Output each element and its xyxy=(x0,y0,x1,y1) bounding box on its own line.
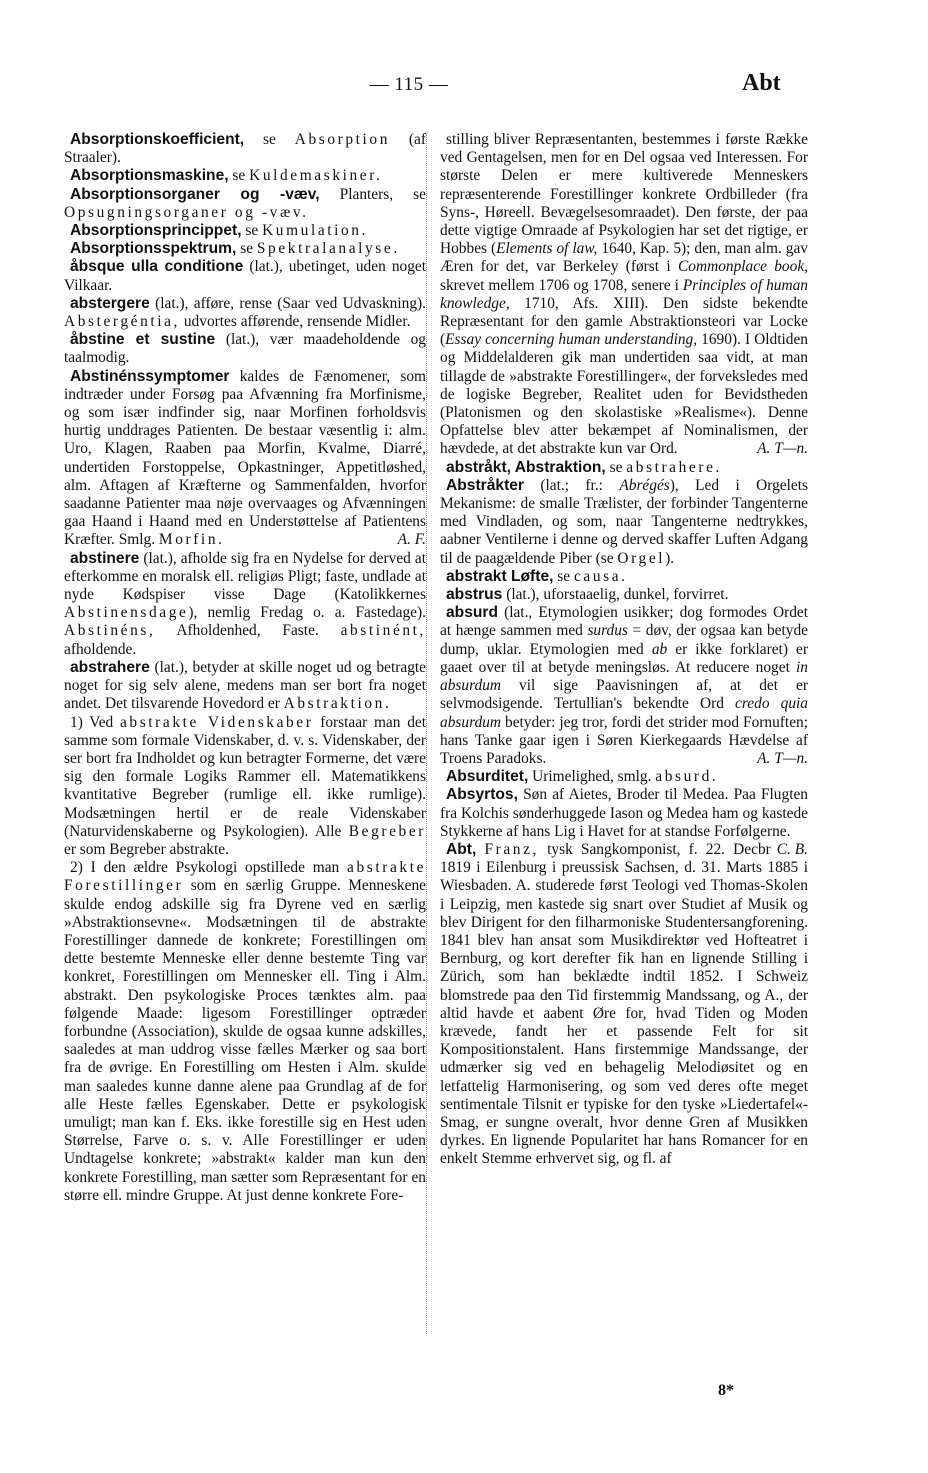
body-text: se xyxy=(605,458,627,476)
italic-term: Essay concerning human understanding, xyxy=(445,331,698,349)
body-text: (lat.), ubetinget, uden noget Vilkaar. xyxy=(64,258,427,294)
author-signature: A. T—n. xyxy=(757,749,808,767)
headword: Abstråkter xyxy=(446,476,524,494)
body-text: 1710, Afs. XIII). Den sidste bekendte Repræsentant for den gamle Abstraktionsteori var Locke ( xyxy=(440,294,808,349)
dictionary-entry xyxy=(64,222,426,240)
page-number: — 115 — xyxy=(369,74,449,95)
body-text: ), Led i Orgelets Mekanisme: de smalle Trælister, der forbinder Tangenterne med Vindladen, og som, naar Tangenterne nedtrykkes, aabner Ventilerne i denne og derved skaffer Luften Adgang til de paagældende Piber (se xyxy=(440,476,808,567)
headword: Absyrtos, xyxy=(446,786,518,804)
body-text: Urimelighed, smlg. xyxy=(528,768,656,786)
spaced-term: Absorption xyxy=(294,131,391,148)
italic-term: ab xyxy=(651,640,668,658)
body-text: 1690). I Oldtiden og Middelalderen gik man undertiden saa vidt, at man tillagde de »abstrakte Forestillinger«, der forveksledes med de logiske Begreber, Realitet uden for Bevidstheden (Platonismen og den skolastiske »Realisme«). Denne Opfattelse blev atter bekæmpet af Nominalismen, der hævdede, at det abstrakte kun var Ord. xyxy=(440,331,808,458)
body-text: (lat.), uforstaaelig, dunkel, forvirret. xyxy=(502,586,729,604)
headword: absurd xyxy=(446,604,498,622)
body-text: se xyxy=(241,222,263,240)
body-text: se xyxy=(228,167,250,185)
spaced-term: Morfin. xyxy=(158,531,225,549)
body-text: se xyxy=(244,131,295,148)
spaced-term: Franz, xyxy=(484,840,539,858)
spaced-term: Abstinensdage xyxy=(64,604,189,622)
spaced-term: causa. xyxy=(573,567,628,585)
italic-term: credo quia absurdum xyxy=(440,695,808,731)
headword: abstrahere xyxy=(70,658,150,676)
body-text: 2) I den ældre Psykologi opstillede man xyxy=(70,859,348,877)
body-text: (lat.), betyder at skille noget ud og betragte noget for sig selv alene, medens man ser bort fra noget andet. Det tilsvarende Hovedord er xyxy=(64,658,426,713)
spaced-term: abstrahere. xyxy=(626,458,722,476)
spaced-term: Abstinéns, xyxy=(64,622,156,640)
body-text: er som Begreber abstrakte. xyxy=(64,840,229,858)
italic-term: Elements of law, xyxy=(496,240,598,258)
headword: Abstinénssymptomer xyxy=(70,367,230,385)
column-divider xyxy=(426,134,427,1334)
spaced-term: abstrakte Videnskaber xyxy=(119,713,314,731)
body-text: (lat., Etymologien usikker; dog formodes Ordet at hænge sammen med xyxy=(440,604,808,640)
paragraph xyxy=(440,131,808,459)
italic-term: in absurdum xyxy=(440,658,808,695)
headword: Abt, xyxy=(446,840,477,858)
author-signature: C. B. xyxy=(776,840,808,858)
dictionary-entry xyxy=(440,841,808,1169)
body-text: (lat.), afholde sig fra en Nydelse for derved at efterkomme en moralsk ell. religiøs Pligt; faste, undlade at nyde Kødspiser visse Dage (Katolikkernes xyxy=(64,549,426,604)
dictionary-entry xyxy=(64,258,426,294)
italic-term: Abrégés xyxy=(619,476,670,494)
headword: abstråkt, Abstraktion, xyxy=(446,458,606,476)
italic-term: surdus xyxy=(587,622,628,640)
body-text: afholdende. xyxy=(64,640,137,658)
body-text: vil sige Paavisningen af, at det er selvmodsigende. Tertullian's bekendte Ord xyxy=(440,677,808,713)
headword: åbsque ulla conditione xyxy=(70,258,244,276)
body-text: stilling bliver Repræsentanten, bestemmes i første Række ved Gentagelsen, men for en Del ogsaa ved Interessen. For største Delen er mere kultiverede Menneskers repræsenterende Forestillinger konkrete Ordbilleder (fra Syns-, Høreell. Bevægelsesomraadet). Den første, der paa dette vigtige Omraade af Psykologien har set det rigtige, er Hobbes ( xyxy=(440,131,808,258)
dictionary-entry xyxy=(64,131,426,167)
spaced-term: Opsugningsorganer og -væv. xyxy=(64,203,309,221)
body-text: Planters, se xyxy=(319,185,426,203)
body-text: se xyxy=(236,240,257,258)
dictionary-entry xyxy=(64,331,426,367)
headword: abstinere xyxy=(70,549,140,567)
body-text: som en særlig Gruppe. Menneskene skulde endog adskille sig fra Dyrene ved en særlig »Abstraktionsevne«. Modsætningen til de abstrakte Forestillinger dannede de konkrete; Forestillingen om dette bestemte Menneske eller denne bestemte Ting var konkret, Forestillingen om Mennesker ell. Ting i Alm. abstrakt. Den psykologiske Proces tænktes alm. paa følgende Maade: ligesom Forestillinger optræder forbundne (Association), skulde de ogsaa kunne adskilles, saaledes at man uddrog visse fælles Mærker og saa bort fra de øvrige. En Forestilling om Hesten i Alm. skulde man saaledes kunne danne alene paa Grundlag af de for alle Heste fælles Egenskaber. Dette er psykologisk umuligt; man kan f. Eks. ikke forestille sig en Hest uden Størrelse, Farve o. s. v. Alle Forestillinger er uden Undtagelse konkrete; »abstrakt« kalder man kun den konkrete Forestilling, man sætter som Repræsentant for en større ell. mindre Gruppe. At just denne konkrete Fore- xyxy=(64,877,426,1204)
dictionary-entry xyxy=(440,586,808,604)
dictionary-entry xyxy=(64,186,426,222)
dictionary-entry xyxy=(64,167,426,185)
headword: Absurditet, xyxy=(446,768,529,786)
body-text: skrevet mellem 1706 og 1708, senere i xyxy=(440,276,683,294)
dictionary-entry xyxy=(64,368,426,550)
spaced-term: Abstraktion. xyxy=(283,695,392,713)
dictionary-entry xyxy=(64,550,426,659)
body-text: Afholdenhed, Faste. xyxy=(155,622,341,640)
signature-mark: 8* xyxy=(718,1382,734,1399)
spaced-term: Kuldemaskiner. xyxy=(249,167,383,185)
italic-term: Principles of human knowledge, xyxy=(440,276,808,312)
running-head: Abt xyxy=(742,70,781,96)
headword: abstrus xyxy=(446,586,503,604)
body-text: 1) Ved xyxy=(70,713,120,731)
dictionary-entry xyxy=(440,568,808,586)
dictionary-entry xyxy=(440,768,808,786)
body-text: = døv, der ogsaa kan betyde dump, uklar. Etymologien med xyxy=(440,622,809,658)
italic-term: Commonplace book, xyxy=(678,258,808,276)
dictionary-entry xyxy=(440,604,808,768)
body-text: forstaar man det samme som formale Videnskaber, d. v. s. Videnskaber, der ser bort fra Indholdet og kun betragter Formerne, det være sig den formale Logiks Rammer ell. Matematikkens kvantitative Begreber (rumlige ell. ikke rumlige). Modsætningen hertil er de reale Videnskaber (Naturvidenskaberne og Psykologien). Alle xyxy=(64,713,427,840)
paragraph xyxy=(64,714,426,860)
spaced-term: Kumulation. xyxy=(262,222,369,240)
right-column xyxy=(440,131,808,1169)
body-text: udvortes afførende, rensende Midler. xyxy=(180,313,411,331)
spaced-term: abstinént, xyxy=(340,622,426,640)
body-text: 1640, Kap. 5); den, man alm. gav Æren for det, var Berkeley (først i xyxy=(440,240,808,276)
dictionary-entry xyxy=(64,295,426,331)
dictionary-entry xyxy=(440,459,808,477)
body-text: kaldes de Fænomener, som indtræder under Forsøg paa Afvænning fra Morfinisme, og som især indfinder sig, naar Morfinen forholdsvis hurtig unddrages Patienten. De bestaar væsentlig i: alm. Uro, Klagen, Raaben paa Morfin, Kvalme, Diarré, undertiden Forstoppelse, Opkastninger, Appetitløshed, alm. Aftagen af Kræfterne og Sammenfalden, hvorfor saadanne Patienter maa nøje overvaages og Afvænningen gaa Haand i Haand med en Understøttelse af Patientens Kræfter. Smlg. xyxy=(64,367,426,549)
headword: Absorptionsspektrum, xyxy=(70,240,237,258)
spaced-term: Abstergéntia, xyxy=(64,313,181,331)
dictionary-entry xyxy=(64,659,426,714)
spaced-term: Orgel xyxy=(617,549,666,567)
author-signature: A. T—n. xyxy=(757,440,808,458)
body-text: se xyxy=(553,567,574,585)
headword: abstergere xyxy=(70,294,150,312)
body-text: (af Straaler). xyxy=(64,131,426,167)
body-text: ), nemlig Fredag o. a. Fastedage). xyxy=(188,604,426,622)
body-text: (lat.; fr.: xyxy=(524,476,620,494)
body-text: (lat.), afføre, rense (Saar ved Udvaskning). xyxy=(149,294,426,312)
spaced-term: abstrakte Forestillinger xyxy=(64,859,426,895)
spaced-term: Spektralanalyse. xyxy=(256,240,400,258)
headword: Absorptionsmaskine, xyxy=(70,167,229,185)
spaced-term: Begreber xyxy=(348,822,426,840)
headword: åbstine et sustine xyxy=(70,331,216,349)
headword: Absorptionsprincippet, xyxy=(70,222,242,240)
body-text: ). xyxy=(665,549,675,567)
headword: abstrakt Løfte, xyxy=(446,567,554,585)
paragraph xyxy=(64,859,426,1205)
left-column xyxy=(64,131,426,1205)
dictionary-entry xyxy=(64,240,426,258)
body-text: er ikke forklaret) er gaaet over til at betyde meningsløs. At reducere noget xyxy=(440,640,808,676)
body-text: tysk Sangkomponist, f. 22. Decbr 1819 i Eilenburg i preussisk Sachsen, d. 31. Marts 1885 i Wiesbaden. A. studerede først Teologi ved Thomas-Skolen i Leipzig, men kastede sig snart over Studiet af Musik og blev Dirigent for den filharmoniske Studentersangforening. 1841 blev han ansat som Musikdirektør ved Hofteatret i Bernburg, og kort derefter fik han en lignende Stilling i Zürich, som han beklædte indtil 1852. I Schweiz blomstrede paa den Tid firstemmig Mandssang, og A., der altid havde et aabent Øre for, hvad Tiden og Moden krævede, fandt her et passende Felt for sit Kompositionstalent. Hans firstemmige Mandssange, der udmærker sig ved en behagelig Melodiøsitet og en letfattelig Harmonisering, og som ved deres ofte meget sentimentale Tilsnit er typiske for den tyske »Liedertafel«-Smag, er sungne overalt, hvor denne Gren af Musikken dyrkes. En lignende Popularitet har hans Romancer for en enkelt Stemme erhvervet sig, og fl. af xyxy=(440,840,808,1168)
dictionary-entry xyxy=(440,477,808,568)
body-text: (lat.), vær maadeholdende og taalmodig. xyxy=(64,331,426,367)
headword: Absorptionsorganer og -væv, xyxy=(70,185,320,203)
author-signature: A. F. xyxy=(397,531,426,549)
spaced-term: absurd. xyxy=(655,768,719,786)
body-text: betyder: jeg tror, fordi det strider mod Fornuften; hans Tanke gaar igen i Søren Kierkegaards Hævdelse af Troens Paradoks. xyxy=(440,713,808,767)
headword: Absorptionskoefficient, xyxy=(70,131,245,148)
body-text: Søn af Aietes, Broder til Medea. Paa Flugten fra Kolchis sønderhuggede Iason og Medea ham og kastede Stykkerne af hans Lig i Havet for at standse Forfølgerne. xyxy=(440,786,808,840)
